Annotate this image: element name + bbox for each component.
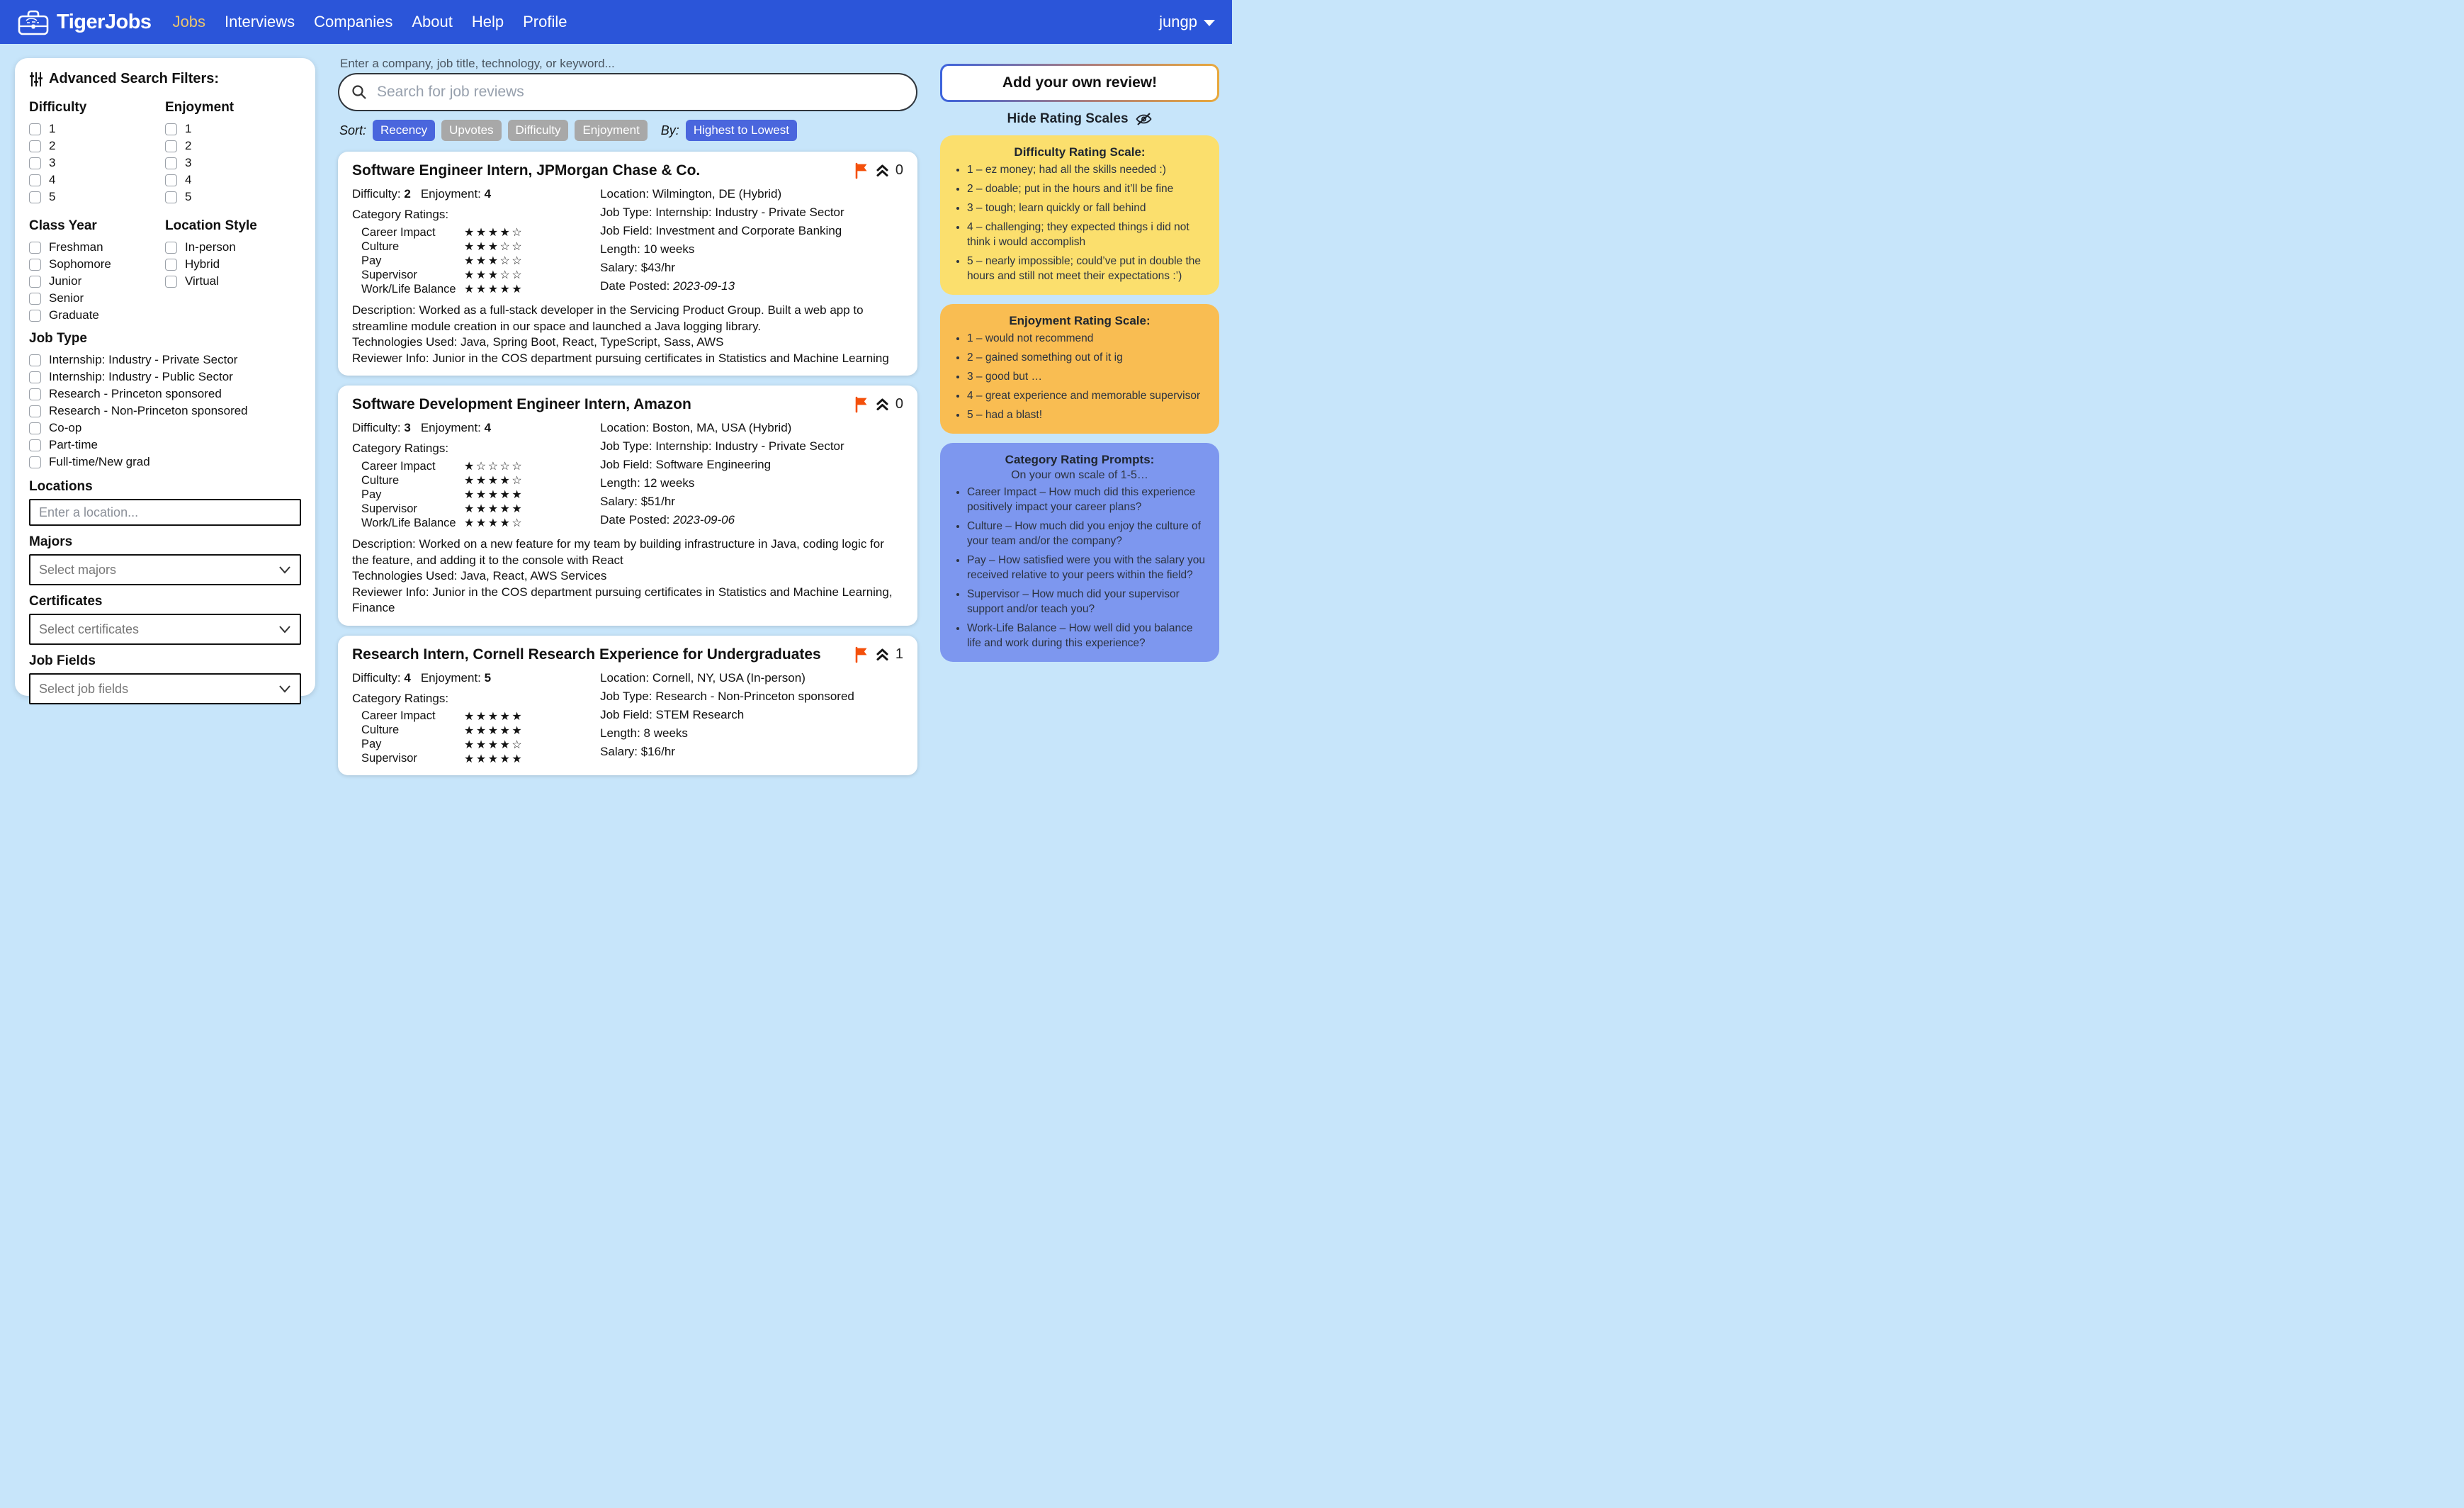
- checkbox-job-type-research-princeton-sponsored[interactable]: [29, 386, 301, 403]
- checkbox-label: 2: [185, 139, 192, 152]
- checkbox-location-style-hybrid[interactable]: [165, 256, 301, 273]
- review-card-header: [352, 646, 903, 663]
- rating-scale-item: • 1 – would not recommend: [967, 331, 1208, 346]
- checkbox-label: Full-time/New grad: [49, 455, 150, 468]
- checkbox-box: [29, 259, 41, 271]
- brand[interactable]: [17, 8, 152, 36]
- rating-row: [352, 724, 600, 738]
- checkbox-box: [29, 191, 41, 203]
- rating-scale-item: • 4 – challenging; they expected things i did not think i would accomplish: [967, 220, 1208, 249]
- checkbox-location-style-in-person[interactable]: [165, 239, 301, 256]
- checkbox-box: [165, 140, 177, 152]
- review-detail-line: Job Field: Software Engineering: [600, 458, 772, 471]
- review-detail-line: Location: Boston, MA, USA (Hybrid): [600, 421, 792, 434]
- difficulty-label: Difficulty:: [352, 421, 405, 434]
- rating-scale-list: [951, 331, 1208, 422]
- rating-scale-box-enjoyment-scale: [940, 304, 1219, 434]
- majors-select[interactable]: Select majors: [29, 554, 301, 585]
- checkbox-box: [29, 310, 41, 322]
- checkbox-difficulty-4[interactable]: [29, 171, 165, 188]
- checkbox-box: [29, 388, 41, 400]
- checkbox-box: [165, 276, 177, 288]
- date-posted-label: Date Posted:: [600, 279, 674, 293]
- rating-row: [352, 752, 600, 766]
- rating-category-label: Culture: [361, 724, 400, 736]
- job-fields-label: Job Fields: [29, 653, 96, 668]
- rating-stars: ★☆☆☆☆: [464, 461, 524, 473]
- difficulty-label: Difficulty:: [352, 670, 405, 685]
- rating-scale-item: • Culture – How much did you enjoy the culture of your team and/or the company?: [967, 519, 1208, 548]
- checkbox-label: Co-op: [49, 421, 82, 434]
- review-body: [352, 186, 903, 297]
- enjoyment-label: Enjoyment:: [420, 187, 485, 201]
- review-detail-line: Job Field: STEM Research: [600, 707, 745, 721]
- review-detail-line: Job Field: Investment and Corporate Banking: [600, 224, 842, 237]
- date-posted-value: 2023-09-06: [673, 513, 735, 527]
- rating-row: [352, 240, 600, 254]
- rating-category-label: Pay: [361, 738, 382, 750]
- filters-title: Advanced Search Filters:: [29, 71, 301, 87]
- checkbox-label: Graduate: [49, 308, 99, 322]
- checkbox-enjoyment-1[interactable]: [165, 120, 301, 137]
- checkbox-difficulty-2[interactable]: [29, 137, 165, 154]
- rating-row: [352, 459, 600, 473]
- review-card: [338, 152, 917, 376]
- rating-stars: ★★★★★: [464, 710, 524, 723]
- checkbox-class-year-sophomore[interactable]: [29, 256, 165, 273]
- difficulty-enjoyment-line: [352, 186, 600, 202]
- rating-row: [352, 738, 600, 752]
- filter-group-class-year: [29, 211, 165, 324]
- difficulty-value: 4: [404, 670, 411, 685]
- rating-row: [352, 502, 600, 516]
- difficulty-enjoyment-line: [352, 670, 600, 686]
- rating-row: [352, 516, 600, 530]
- checkbox-label: Research - Non-Princeton sponsored: [49, 404, 248, 417]
- checkbox-box: [29, 371, 41, 383]
- job-type-filter-group: [29, 331, 301, 471]
- review-ratings-column: [352, 186, 600, 297]
- checkbox-class-year-graduate[interactable]: [29, 307, 165, 324]
- review-detail-line: Length: 8 weeks: [600, 726, 688, 740]
- review-footer: [352, 303, 903, 366]
- rating-scale-item: • 2 – doable; put in the hours and it’ll be fine: [967, 181, 1208, 196]
- flag-button[interactable]: [854, 396, 869, 412]
- rating-stars: ★★★★★: [464, 503, 524, 515]
- navbar: [0, 0, 1232, 44]
- checkbox-class-year-freshman[interactable]: [29, 239, 165, 256]
- upvote-count: 0: [895, 396, 903, 412]
- checkbox-label: 1: [185, 122, 192, 135]
- checkbox-box: [29, 242, 41, 254]
- rating-scale-box-difficulty-scale: [940, 135, 1219, 295]
- filters-panel: [15, 58, 315, 696]
- checkbox-job-type-co-op[interactable]: [29, 420, 301, 437]
- review-detail-line: Salary: $51/hr: [600, 495, 675, 508]
- nav-item-jobs[interactable]: Jobs: [172, 13, 206, 30]
- certificates-select[interactable]: Select certificates: [29, 614, 301, 645]
- review-actions: [854, 646, 903, 663]
- review-detail-line: Location: Wilmington, DE (Hybrid): [600, 187, 782, 201]
- rating-scale-item: • 3 – tough; learn quickly or fall behind: [967, 201, 1208, 215]
- majors-label: Majors: [29, 534, 73, 549]
- review-details-column: [600, 420, 903, 531]
- review-card: [338, 386, 917, 626]
- checkbox-difficulty-3[interactable]: [29, 154, 165, 171]
- rating-row: [352, 488, 600, 502]
- checkbox-enjoyment-3[interactable]: [165, 154, 301, 171]
- checkbox-job-type-research-non-princeton-sponsored[interactable]: [29, 403, 301, 420]
- date-posted-label: Date Posted:: [600, 513, 674, 527]
- review-date-line: [600, 512, 903, 528]
- checkbox-box: [29, 293, 41, 305]
- checkbox-box: [29, 123, 41, 135]
- difficulty-value: 2: [404, 187, 411, 201]
- checkbox-difficulty-1[interactable]: [29, 120, 165, 137]
- rating-scale-title: Difficulty Rating Scale:: [1014, 145, 1146, 159]
- rating-scale-boxes: [940, 135, 1219, 662]
- checkbox-box: [165, 123, 177, 135]
- locations-label: Locations: [29, 479, 93, 494]
- rating-stars: ★★★★☆: [464, 738, 524, 751]
- checkbox-label: 3: [185, 156, 192, 169]
- rating-stars: ★★★★★: [464, 724, 524, 737]
- review-description: Description: Worked on a new feature for my team by building infrastructure in Java, coding logic for the feature, and adding it to the console with React: [352, 537, 884, 567]
- category-ratings-label: Category Ratings:: [352, 208, 449, 221]
- review-body: [352, 670, 903, 766]
- review-detail-line: Location: Cornell, NY, USA (In-person): [600, 670, 806, 685]
- filter-group-difficulty: [29, 93, 165, 206]
- checkbox-box: [29, 140, 41, 152]
- review-technologies: Technologies Used: Java, React, AWS Services: [352, 569, 607, 583]
- filter-group-enjoyment: [165, 93, 301, 206]
- job-fields-select[interactable]: Select job fields: [29, 673, 301, 704]
- username: jungp: [1159, 13, 1197, 30]
- sort-button-recency[interactable]: Recency: [373, 120, 435, 141]
- flag-button[interactable]: [854, 646, 869, 663]
- checkbox-job-type-full-time-new-grad[interactable]: [29, 454, 301, 471]
- nav-item-interviews[interactable]: Interviews: [225, 13, 295, 30]
- rating-row: [352, 254, 600, 268]
- rating-category-label: Culture: [361, 473, 400, 487]
- filter-group-location-style: [165, 211, 301, 324]
- rating-scale-item: • Work-Life Balance – How well did you balance life and work during this experience?: [967, 621, 1208, 651]
- checkbox-label: Senior: [49, 291, 84, 305]
- category-ratings-label: Category Ratings:: [352, 441, 449, 455]
- rating-stars: ★★★★★: [464, 283, 524, 296]
- review-detail-line: Salary: $43/hr: [600, 261, 675, 274]
- review-details-column: [600, 186, 903, 297]
- checkbox-label: Internship: Industry - Public Sector: [49, 370, 233, 383]
- checkbox-box: [29, 174, 41, 186]
- review-date-line: [600, 278, 903, 294]
- checkbox-box: [29, 157, 41, 169]
- checkbox-box: [165, 242, 177, 254]
- rating-category-label: Culture: [361, 240, 400, 253]
- rating-row: [352, 473, 600, 488]
- enjoyment-value: 5: [484, 670, 492, 685]
- checkbox-label: 2: [49, 139, 56, 152]
- rating-row: [352, 225, 600, 240]
- search-hint: Enter a company, job title, technology, or keyword...: [340, 57, 615, 70]
- score-filter-groups: [29, 93, 301, 206]
- difficulty-label: Difficulty:: [352, 187, 405, 201]
- nav-item-profile[interactable]: Profile: [523, 13, 567, 30]
- rating-scale-subtitle: On your own scale of 1-5…: [1011, 469, 1148, 481]
- location-input[interactable]: [29, 499, 301, 526]
- add-review-button[interactable]: Add your own review!: [940, 64, 1219, 102]
- brand-title: TigerJobs: [57, 10, 152, 33]
- checkbox-label: In-person: [185, 240, 236, 254]
- review-body: [352, 420, 903, 531]
- upvote-count: 1: [895, 646, 903, 662]
- right-panel: [940, 64, 1219, 671]
- review-detail-line: Length: 12 weeks: [600, 476, 695, 490]
- rating-scale-item: • 2 – gained something out of it ig: [967, 350, 1208, 365]
- enjoyment-value: 4: [484, 187, 492, 201]
- nav-item-about[interactable]: About: [412, 13, 453, 30]
- checkbox-job-type-part-time[interactable]: [29, 437, 301, 454]
- rating-stars: ★★★☆☆: [464, 241, 524, 253]
- rating-scale-item: • Career Impact – How much did this experience positively impact your career plans?: [967, 485, 1208, 514]
- checkbox-label: 3: [49, 156, 56, 169]
- checkbox-box: [165, 191, 177, 203]
- nav-links: [173, 13, 567, 31]
- rating-stars: ★★★★★: [464, 753, 524, 765]
- upvote-button[interactable]: [875, 647, 890, 662]
- checkbox-label: Internship: Industry - Private Sector: [49, 353, 238, 366]
- rating-stars: ★★★★★: [464, 489, 524, 501]
- review-description: Description: Worked as a full-stack developer in the Servicing Product Group. Built a web app to streamline module creation in our space and launched a Java logging library.: [352, 303, 864, 333]
- category-filter-groups: [29, 211, 301, 324]
- search-input[interactable]: [375, 83, 905, 101]
- sort-button-upvotes[interactable]: Upvotes: [441, 120, 501, 141]
- checkbox-box: [29, 456, 41, 468]
- hide-rating-scales-button[interactable]: Hide Rating Scales: [940, 111, 1219, 127]
- by-label: By:: [660, 123, 679, 137]
- sort-button-enjoyment[interactable]: Enjoyment: [575, 120, 647, 141]
- checkbox-job-type-internship-industry-public-sector[interactable]: [29, 368, 301, 386]
- sort-direction-button[interactable]: Highest to Lowest: [686, 120, 797, 141]
- checkbox-label: 4: [49, 173, 56, 186]
- checkbox-label: 5: [49, 190, 56, 203]
- rating-scale-list: [951, 162, 1208, 283]
- review-details-column: [600, 670, 903, 766]
- rating-scale-list: [951, 485, 1208, 651]
- checkbox-label: Junior: [49, 274, 82, 288]
- review-reviewer-info: Reviewer Info: Junior in the COS department pursuing certificates in Statistics and Machine Learning: [352, 351, 889, 365]
- rating-category-label: Pay: [361, 254, 382, 267]
- review-title: Software Engineer Intern, JPMorgan Chase & Co.: [352, 162, 701, 179]
- checkbox-box: [29, 439, 41, 451]
- checkbox-box: [165, 259, 177, 271]
- rating-stars: ★★★★☆: [464, 227, 524, 239]
- sliders-icon: [29, 72, 43, 87]
- rating-category-label: Supervisor: [361, 752, 417, 765]
- review-detail-line: Job Type: Internship: Industry - Private Sector: [600, 206, 844, 219]
- review-actions: [854, 162, 903, 179]
- checkbox-label: Sophomore: [49, 257, 111, 271]
- rating-category-label: Career Impact: [361, 709, 436, 722]
- nav-item-companies[interactable]: Companies: [314, 13, 393, 30]
- review-detail-line: Salary: $16/hr: [600, 744, 675, 758]
- checkbox-box: [29, 405, 41, 417]
- checkbox-box: [29, 354, 41, 366]
- rating-stars: ★★★☆☆: [464, 269, 524, 281]
- rating-scale-item: • 5 – had a blast!: [967, 407, 1208, 422]
- checkbox-enjoyment-2[interactable]: [165, 137, 301, 154]
- upvote-count: 0: [895, 162, 903, 178]
- rating-category-label: Work/Life Balance: [361, 282, 456, 296]
- certificates-label: Certificates: [29, 594, 103, 609]
- rating-row: [352, 268, 600, 282]
- checkbox-box: [165, 157, 177, 169]
- rating-row: [352, 709, 600, 724]
- rating-scale-item: • 4 – great experience and memorable supervisor: [967, 388, 1208, 403]
- review-ratings-column: [352, 670, 600, 766]
- sort-button-difficulty[interactable]: Difficulty: [508, 120, 569, 141]
- rating-category-label: Career Impact: [361, 459, 436, 473]
- checkbox-label: 5: [185, 190, 192, 203]
- chevron-down-icon: [278, 625, 291, 634]
- filter-group-title: Difficulty: [29, 100, 87, 115]
- checkbox-enjoyment-5[interactable]: [165, 188, 301, 206]
- review-title: Software Development Engineer Intern, Amazon: [352, 396, 691, 412]
- rating-category-label: Work/Life Balance: [361, 516, 456, 529]
- search-bar: [338, 73, 917, 111]
- checkbox-box: [29, 276, 41, 288]
- checkbox-location-style-virtual[interactable]: [165, 273, 301, 290]
- rating-scale-title: Category Rating Prompts:: [1005, 453, 1155, 466]
- rating-scale-item: • 5 – nearly impossible; could’ve put in double the hours and still not meet their expectations :’): [967, 254, 1208, 283]
- filter-group-title: Location Style: [165, 218, 257, 233]
- enjoyment-value: 4: [484, 421, 492, 434]
- review-ratings-column: [352, 420, 600, 531]
- filter-group-title: Job Type: [29, 331, 87, 346]
- briefcase-tiger-icon: [17, 8, 50, 36]
- checkbox-label: 4: [185, 173, 192, 186]
- category-ratings-label: Category Ratings:: [352, 691, 449, 705]
- rating-scale-box-category-prompts: [940, 443, 1219, 662]
- upvote-button[interactable]: [875, 397, 890, 412]
- magnifier-icon: [351, 84, 368, 101]
- review-card-header: [352, 162, 903, 179]
- sort-buttons: [373, 120, 648, 141]
- enjoyment-label: Enjoyment:: [420, 421, 485, 434]
- filter-group-title: Class Year: [29, 218, 97, 233]
- rating-category-label: Supervisor: [361, 502, 417, 515]
- rating-scale-item: • Supervisor – How much did your supervisor support and/or teach you?: [967, 587, 1208, 617]
- rating-stars: ★★★★☆: [464, 517, 524, 529]
- rating-stars: ★★★★☆: [464, 475, 524, 487]
- checkbox-label: 1: [49, 122, 56, 135]
- review-detail-line: Job Type: Internship: Industry - Private Sector: [600, 439, 844, 453]
- rating-category-label: Pay: [361, 488, 382, 501]
- date-posted-value: 2023-09-13: [673, 279, 735, 293]
- checkbox-class-year-senior[interactable]: [29, 290, 165, 307]
- chevron-down-icon: [278, 685, 291, 693]
- checkbox-label: Freshman: [49, 240, 103, 254]
- sort-label: Sort:: [339, 123, 367, 137]
- rating-category-label: Career Impact: [361, 225, 436, 239]
- eye-off-icon: [1135, 111, 1153, 127]
- upvote-button[interactable]: [875, 163, 890, 178]
- filter-group-title: Enjoyment: [165, 100, 234, 115]
- review-reviewer-info: Reviewer Info: Junior in the COS department pursuing certificates in Statistics and Machine Learning, Finance: [352, 585, 893, 614]
- review-technologies: Technologies Used: Java, Spring Boot, React, TypeScript, Sass, AWS: [352, 335, 724, 349]
- caret-down-icon: [1204, 20, 1215, 26]
- review-list: [338, 152, 917, 765]
- checkbox-label: Virtual: [185, 274, 219, 288]
- checkbox-box: [29, 422, 41, 434]
- chevron-down-icon: [278, 566, 291, 574]
- difficulty-value: 3: [404, 421, 411, 434]
- review-card: [338, 636, 917, 775]
- filter-group-job-type: [29, 331, 301, 471]
- sort-row: [339, 120, 797, 141]
- checkbox-enjoyment-4[interactable]: [165, 171, 301, 188]
- checkbox-job-type-internship-industry-private-sector[interactable]: [29, 351, 301, 368]
- checkbox-box: [165, 174, 177, 186]
- review-actions: [854, 395, 903, 412]
- difficulty-enjoyment-line: [352, 420, 600, 436]
- rating-scale-item: • Pay – How satisfied were you with the salary you received relative to your peers within the field?: [967, 553, 1208, 583]
- review-footer: [352, 536, 903, 617]
- checkbox-class-year-junior[interactable]: [29, 273, 165, 290]
- review-detail-line: Job Type: Research - Non-Princeton sponsored: [600, 689, 854, 703]
- review-detail-line: Length: 10 weeks: [600, 242, 695, 256]
- enjoyment-label: Enjoyment:: [420, 670, 485, 685]
- checkbox-label: Hybrid: [185, 257, 220, 271]
- rating-category-label: Supervisor: [361, 268, 417, 281]
- review-card-header: [352, 395, 903, 413]
- flag-button[interactable]: [854, 162, 869, 179]
- review-title: Research Intern, Cornell Research Experience for Undergraduates: [352, 646, 821, 663]
- checkbox-label: Part-time: [49, 438, 98, 451]
- rating-scale-item: • 3 – good but …: [967, 369, 1208, 384]
- rating-scale-item: • 1 – ez money; had all the skills needed :): [967, 162, 1208, 177]
- rating-stars: ★★★☆☆: [464, 255, 524, 267]
- user-menu[interactable]: [1159, 13, 1215, 31]
- checkbox-label: Research - Princeton sponsored: [49, 387, 222, 400]
- nav-item-help[interactable]: Help: [471, 13, 504, 30]
- rating-scale-title: Enjoyment Rating Scale:: [1009, 314, 1151, 327]
- rating-row: [352, 282, 600, 296]
- checkbox-difficulty-5[interactable]: [29, 188, 165, 206]
